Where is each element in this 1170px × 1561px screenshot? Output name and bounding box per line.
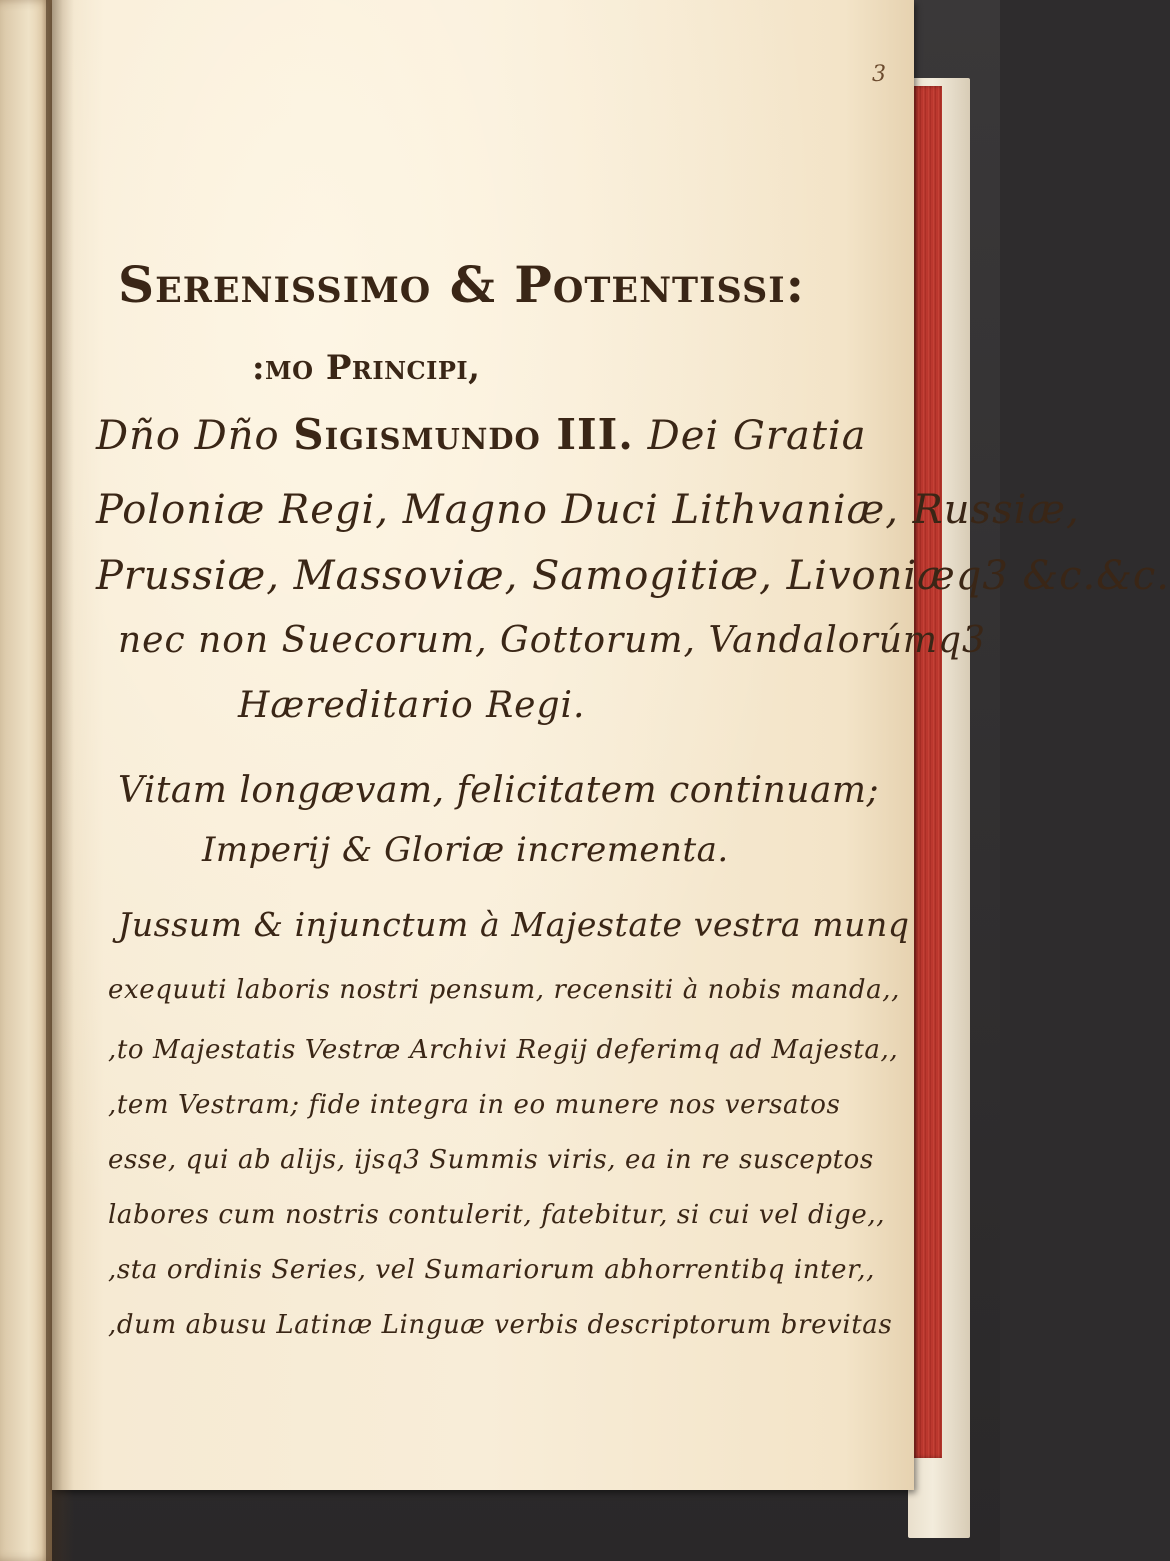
manuscript-page bbox=[52, 0, 1170, 1490]
address-prefix: Dño Dño bbox=[96, 413, 294, 459]
facing-page-edge bbox=[0, 0, 52, 1561]
body-line-8: ,dum abusu Latinæ Linguæ verbis descriptorum brevitas bbox=[108, 1310, 893, 1340]
body-line-7: ,sta ordinis Series, vel Sumariorum abhorrentibq inter,, bbox=[108, 1255, 876, 1285]
body-line-3: ,to Majestatis Vestræ Archivi Regij deferimq ad Majesta,, bbox=[108, 1035, 899, 1065]
body-line-2: exequuti laboris nostri pensum, recensiti à nobis manda,, bbox=[108, 975, 901, 1005]
body-line-6: labores cum nostris contulerit, fatebitur, si cui vel dige,, bbox=[108, 1200, 886, 1230]
address-suffix: Dei Gratia bbox=[633, 413, 867, 459]
address-line-3: Prussiæ, Massoviæ, Samogitiæ, Livoniæq3 &c.&c. bbox=[96, 553, 1170, 599]
body-line-4: ,tem Vestram; fide integra in eo munere nos versatos bbox=[108, 1090, 841, 1120]
address-line-4: nec non Suecorum, Gottorum, Vandalorúmq3 bbox=[118, 620, 986, 661]
address-line-2: Poloniæ Regi, Magno Duci Lithvaniæ, Russiæ, bbox=[96, 487, 1080, 533]
dedication-heading-line-1: Serenissimo & Potentissi: bbox=[118, 255, 806, 314]
king-name: Sigismundo III. bbox=[293, 410, 634, 459]
wish-line-1: Vitam longævam, felicitatem continuam; bbox=[118, 770, 880, 811]
address-line-5: Hæreditario Regi. bbox=[238, 685, 586, 726]
address-line-1 bbox=[96, 410, 867, 459]
folio-number: 3 bbox=[872, 62, 886, 87]
gutter-shadow bbox=[46, 0, 74, 1561]
body-line-1: Jussum & injunctum à Majestate vestra munq bbox=[118, 905, 910, 944]
red-page-edges bbox=[912, 86, 942, 1458]
dedication-heading-line-2: :mo Principi, bbox=[252, 348, 481, 388]
body-line-5: esse, qui ab alijs, ijsq3 Summis viris, ea in re susceptos bbox=[108, 1145, 874, 1175]
wish-line-2: Imperij & Gloriæ incrementa. bbox=[202, 830, 729, 870]
